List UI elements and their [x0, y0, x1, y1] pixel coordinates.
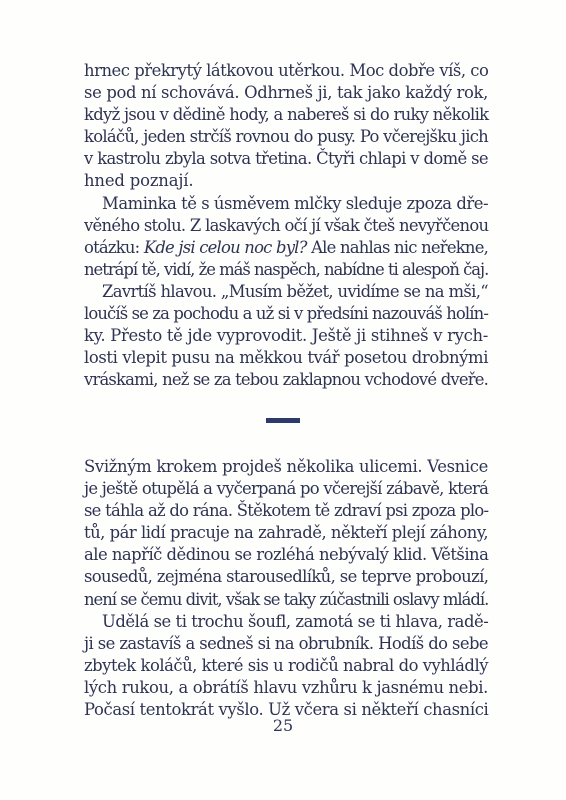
- text-line: není se čemu divit, však se taky zúčastnili oslavy mládí.: [84, 589, 489, 609]
- section-2-text: [84, 456, 488, 721]
- paragraph-5: [84, 611, 488, 721]
- text-line: Udělá se ti trochu šoufl, zamotá se ti hlava, radě-: [102, 611, 489, 631]
- text-line: ale napříč dědinou se rozléhá nebývalý klid. Většina: [84, 545, 489, 565]
- text-line: je ještě otupělá a vyčerpaná po včerejší zábavě, která: [84, 479, 489, 499]
- text-line: Maminka tě s úsměvem mlčky sleduje zpoza dře-: [102, 193, 489, 213]
- text-line: losti vlepit pusu na měkkou tvář posetou drobnými: [84, 348, 489, 368]
- text-line: Počasí tentokrát vyšlo. Už včera si někteří chasníci: [84, 700, 489, 720]
- text-line: se táhla až do rána. Štěkotem tě zdraví psi zpoza plo-: [84, 501, 489, 521]
- paragraph-1: [84, 60, 488, 193]
- text-line: lých rukou, a obrátíš hlavu vzhůru k jasnému nebi.: [84, 677, 488, 697]
- page-number: 25: [272, 716, 294, 735]
- text-line: ky. Přesto tě jde vyprovodit. Ještě ji stihneš v rych-: [84, 326, 488, 346]
- text-line: hrnec překrytý látkovou utěrkou. Moc dobře víš, co: [84, 61, 489, 80]
- text-run: otázku:: [84, 237, 144, 257]
- text-line: Svižným krokem projdeš několika ulicemi. Vesnice: [84, 457, 488, 476]
- text-line: v kastrolu zbyla sotva třetina. Čtyři chlapi v domě se: [84, 149, 488, 169]
- text-line: loučíš se za pochodu a už si v předsíni nazouváš holín-: [84, 304, 488, 324]
- text-line: tů, pár lidí pracuje na zahradě, někteří plejí záhony,: [84, 523, 489, 543]
- paragraph-2: [84, 193, 488, 281]
- text-line: hned poznají.: [84, 171, 194, 191]
- text-line-with-italic: [84, 237, 488, 259]
- paragraph-4: [84, 456, 488, 611]
- italic-question: Kde jsi celou noc byl?: [143, 237, 307, 257]
- section-1-text: [84, 60, 488, 391]
- section-divider: [266, 418, 300, 423]
- text-run: Ale nahlas nic neřekne,: [306, 237, 489, 257]
- paragraph-3: [84, 281, 488, 391]
- text-line: věného stolu. Z laskavých očí jí však čteš nevyřčenou: [84, 215, 489, 235]
- text-line: Zavrtíš hlavou. „Musím běžet, uvidíme se na mši,“: [102, 281, 488, 301]
- text-line: koláčů, jeden strčíš rovnou do pusy. Po včerejšku jich: [84, 127, 488, 147]
- text-line: ji se zastavíš a sedneš si na obrubník. Hodíš do sebe: [84, 633, 488, 653]
- text-line: sousedů, zejména starousedlíků, se teprve probouzí,: [84, 567, 489, 587]
- text-line: vráskami, než se za tebou zaklapnou vchodové dveře.: [84, 370, 488, 390]
- text-line: zbytek koláčů, které sis u rodičů nabral do vyhládlý: [84, 655, 488, 675]
- text-line: netrápí tě, vidí, že máš naspěch, nabídne ti alespoň čaj.: [84, 259, 489, 279]
- text-line: se pod ní schovává. Odhrneš ji, tak jako každý rok,: [84, 83, 488, 103]
- text-line: když jsou v dědině hody, a nabereš si do ruky několik: [84, 105, 489, 125]
